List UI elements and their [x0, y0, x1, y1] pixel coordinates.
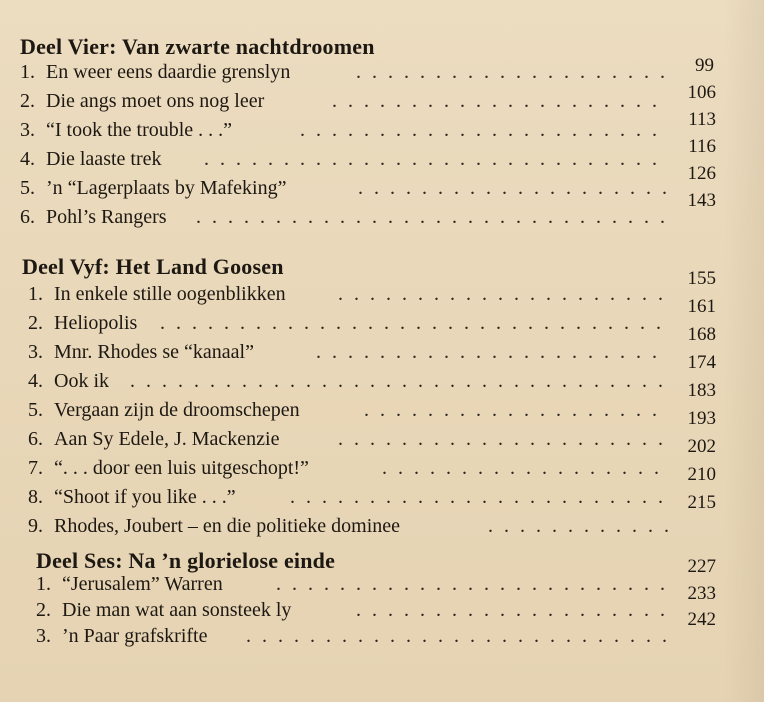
- toc-entry: [20, 203, 167, 232]
- entry-page-number: 113: [688, 109, 716, 130]
- dot-leader: . . . . . . . . . . . . . . . . . .: [382, 457, 662, 479]
- entry-number: 4.: [20, 148, 35, 170]
- entry-title: Heliopolis: [54, 312, 138, 334]
- entry-number: 6.: [20, 206, 35, 228]
- entry-page-number: 126: [687, 163, 716, 184]
- dot-leader: . . . . . . . . . . . . . . . . . . . . . . .: [300, 119, 660, 141]
- entry-number: 9.: [28, 515, 43, 537]
- entry-title: Rhodes, Joubert – en die politieke dominee: [54, 515, 401, 537]
- toc-entry: [28, 483, 236, 512]
- entry-page-number: 161: [687, 296, 716, 317]
- dot-leader: . . . . . . . . . . . . . . . . . . . . . . . . .: [276, 573, 668, 595]
- page-shadow: [724, 0, 764, 702]
- entry-number: 1.: [20, 61, 35, 83]
- dot-leader: . . . . . . . . . . . . . . . . . . . . .: [332, 90, 660, 112]
- dot-leader: . . . . . . . . . . . . . . . . . . . . .: [338, 283, 666, 305]
- entry-number: 7.: [28, 457, 43, 479]
- entry-number: 8.: [28, 486, 43, 508]
- entry-page-number: 215: [687, 492, 716, 513]
- entry-page-number: 210: [687, 464, 716, 485]
- toc-entry: [20, 145, 162, 174]
- entry-page-number: 202: [687, 436, 716, 457]
- toc-entry: [20, 174, 286, 203]
- entry-title: Die angs moet ons nog leer: [46, 90, 265, 112]
- toc-entry: [28, 280, 286, 309]
- entry-title: Pohl’s Rangers: [46, 206, 167, 228]
- toc-entry: [28, 454, 309, 483]
- toc-entry: [36, 596, 291, 625]
- entry-page-number: 193: [687, 408, 716, 429]
- entry-page-number: 99: [695, 55, 714, 76]
- entry-page-number: 227: [687, 556, 716, 577]
- toc-entry: [28, 396, 300, 425]
- toc-entry: [36, 570, 223, 599]
- entry-page-number: 106: [687, 82, 716, 103]
- entry-number: 3.: [28, 341, 43, 363]
- entry-page-number: 183: [687, 380, 716, 401]
- entry-title: “I took the trouble . . .”: [46, 119, 233, 141]
- entry-number: 2.: [28, 312, 43, 334]
- dot-leader: . . . . . . . . . . . . . . . . . . . . . . . . . . . . . . . . . .: [130, 370, 666, 392]
- entry-title: En weer eens daardie grenslyn: [46, 61, 291, 83]
- toc-entry: [28, 512, 400, 541]
- entry-title: ’n Paar grafskrifte: [62, 625, 208, 647]
- entry-page-number: 233: [687, 583, 716, 604]
- toc-entry: [28, 425, 279, 454]
- entry-title: In enkele stille oogenblikken: [54, 283, 286, 305]
- dot-leader: . . . . . . . . . . . . . . . . . . . . . .: [316, 341, 660, 363]
- dot-leader: . . . . . . . . . . . . . . . . . . . . . . . . . . .: [246, 625, 670, 647]
- entry-title: Die laaste trek: [46, 148, 162, 170]
- toc-entry: [36, 622, 208, 651]
- entry-page-number: 143: [687, 190, 716, 211]
- entry-number: 1.: [28, 283, 43, 305]
- entry-page-number: 155: [687, 268, 716, 289]
- entry-title: Aan Sy Edele, J. Mackenzie: [54, 428, 280, 450]
- dot-leader: . . . . . . . . . . . . . . . . . . . . . . . . . . . . . . . .: [160, 312, 664, 334]
- dot-leader: . . . . . . . . . . . . . . . . . . . .: [356, 61, 668, 83]
- entry-page-number: 168: [687, 324, 716, 345]
- entry-title: “. . . door een luis uitgeschopt!”: [54, 457, 309, 479]
- dot-leader: . . . . . . . . . . . .: [488, 515, 672, 537]
- toc-entry: [28, 338, 254, 367]
- entry-page-number: 242: [687, 609, 716, 630]
- entry-title: Mnr. Rhodes se “kanaal”: [54, 341, 254, 363]
- entry-page-number: 174: [687, 352, 716, 373]
- entry-title: ’n “Lagerplaats by Mafeking”: [46, 177, 287, 199]
- entry-title: Ook ik: [54, 370, 109, 392]
- entry-number: 4.: [28, 370, 43, 392]
- dot-leader: . . . . . . . . . . . . . . . . . . . .: [356, 599, 668, 621]
- toc-entry: [20, 87, 264, 116]
- entry-page-number: 116: [688, 136, 716, 157]
- entry-title: “Jerusalem” Warren: [62, 573, 223, 595]
- section-title-deel-vyf: Deel Vyf: Het Land Goosen: [22, 254, 284, 279]
- toc-entry: [28, 367, 109, 396]
- dot-leader: . . . . . . . . . . . . . . . . . . . . . . . . . . . . . .: [196, 206, 668, 228]
- entry-title: “Shoot if you like . . .”: [54, 486, 236, 508]
- entry-number: 5.: [28, 399, 43, 421]
- entry-number: 3.: [36, 625, 51, 647]
- toc-entry: [20, 116, 232, 145]
- section-title-deel-ses: Deel Ses: Na ’n glorielose einde: [36, 548, 336, 573]
- entry-title: Vergaan zijn de droomschepen: [54, 399, 300, 421]
- section-title-deel-vier: Deel Vier: Van zwarte nachtdroomen: [20, 34, 375, 59]
- dot-leader: . . . . . . . . . . . . . . . . . . . .: [358, 177, 670, 199]
- dot-leader: . . . . . . . . . . . . . . . . . . . . . . . .: [290, 486, 666, 508]
- entry-number: 2.: [36, 599, 51, 621]
- entry-number: 1.: [36, 573, 51, 595]
- entry-title: Die man wat aan sonsteek ly: [62, 599, 292, 621]
- entry-number: 2.: [20, 90, 35, 112]
- dot-leader: . . . . . . . . . . . . . . . . . . . . .: [338, 428, 666, 450]
- entry-number: 6.: [28, 428, 43, 450]
- dot-leader: . . . . . . . . . . . . . . . . . . . . . . . . . . . . .: [204, 148, 660, 170]
- entry-number: 3.: [20, 119, 35, 141]
- toc-entry: [28, 309, 137, 338]
- dot-leader: . . . . . . . . . . . . . . . . . . .: [364, 399, 660, 421]
- toc-entry: [20, 58, 290, 87]
- entry-number: 5.: [20, 177, 35, 199]
